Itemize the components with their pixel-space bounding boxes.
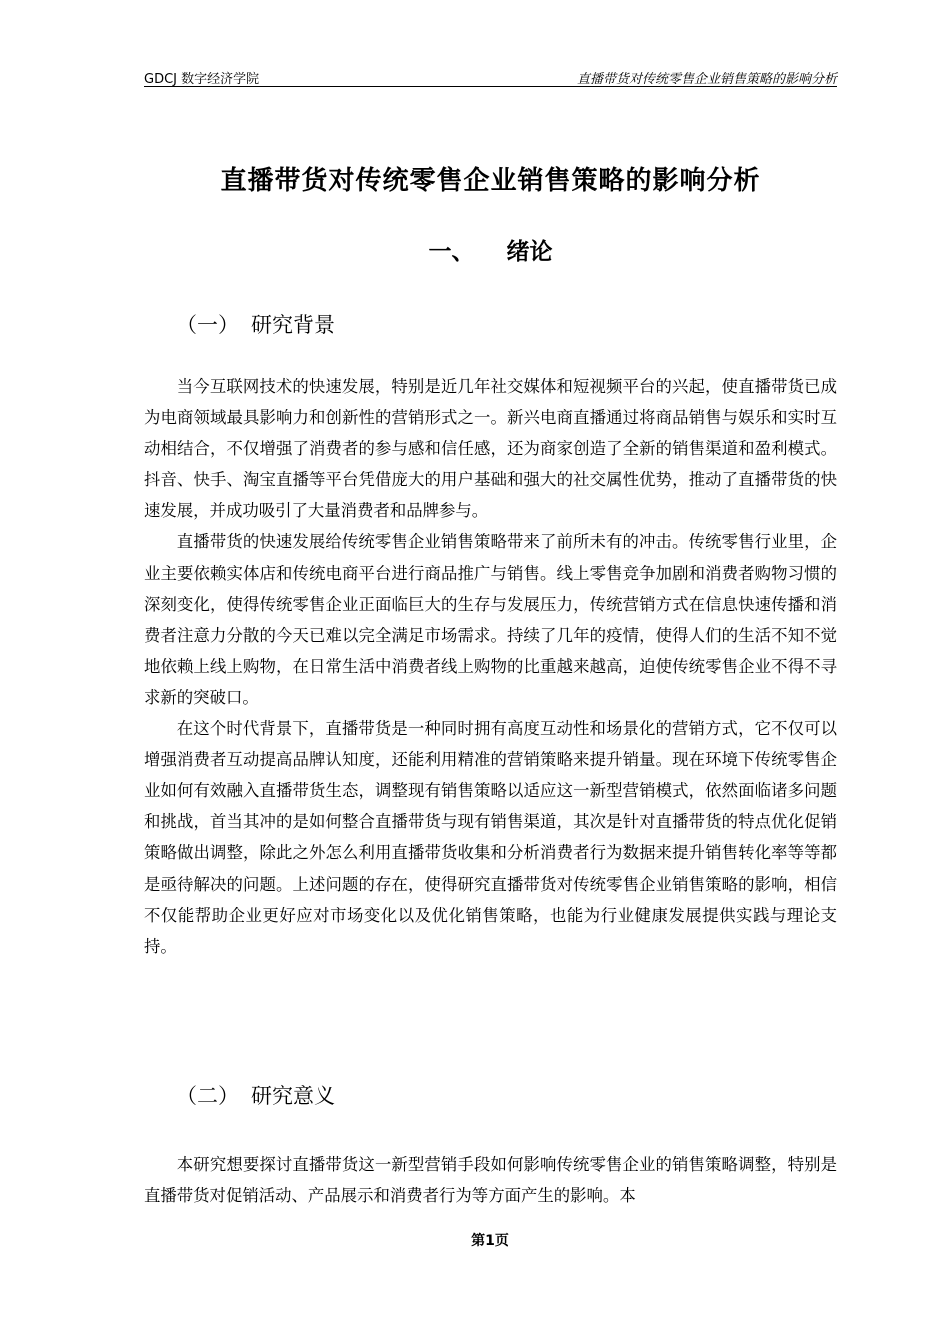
document-title: 直播带货对传统零售企业销售策略的影响分析 [220, 166, 761, 196]
header-institution: GDCJ 数字经济学院 [144, 72, 260, 87]
chapter-number: 一、 [428, 239, 475, 265]
chapter-heading [144, 233, 837, 266]
header-running-title: 直播带货对传统零售企业销售策略的影响分析 [576, 72, 837, 87]
section-title: 研究意义 [251, 1084, 335, 1108]
paragraph: 当今互联网技术的快速发展，特别是近几年社交媒体和短视频平台的兴起，使直播带货已成为电商领域最具影响力和创新性的营销形式之一。新兴电商直播通过将商品销售与娱乐和实时互动相结合，不仅增强了消费者的参与感和信任感，还为商家创造了全新的销售渠道和盈利模式。抖音、快手、淘宝直播等平台凭借庞大的用户基础和强大的社交属性优势，推动了直播带货的快速发展，并成功吸引了大量消费者和品牌参与。 [144, 377, 837, 521]
section-significance-body [144, 1149, 837, 1211]
section-heading-significance [176, 1080, 335, 1110]
chapter-title: 绪论 [506, 239, 553, 265]
section-background-body [144, 371, 837, 962]
section-number: （一） [176, 313, 239, 337]
section-heading-background [176, 309, 335, 339]
page-header [144, 66, 837, 87]
section-title: 研究背景 [251, 313, 335, 337]
page-number: 第1页 [471, 1233, 509, 1249]
paragraph: 本研究想要探讨直播带货这一新型营销手段如何影响传统零售企业的销售策略调整，特别是直播带货对促销活动、产品展示和消费者行为等方面产生的影响。本 [144, 1155, 837, 1206]
paragraph: 直播带货的快速发展给传统零售企业销售策略带来了前所未有的冲击。传统零售行业里，企业主要依赖实体店和传统电商平台进行商品推广与销售。线上零售竞争加剧和消费者购物习惯的深刻变化，使得传统零售企业正面临巨大的生存与发展压力，传统营销方式在信息快速传播和消费者注意力分散的今天已难以完全满足市场需求。持续了几年的疫情，使得人们的生活不知不觉地依赖上线上购物，在日常生活中消费者线上购物的比重越来越高，迫使传统零售企业不得不寻求新的突破口。 [144, 532, 837, 707]
section-number: （二） [176, 1084, 239, 1108]
paragraph: 在这个时代背景下，直播带货是一种同时拥有高度互动性和场景化的营销方式，它不仅可以增强消费者互动提高品牌认知度，还能利用精准的营销策略来提升销量。现在环境下传统零售企业如何有效融入直播带货生态，调整现有销售策略以适应这一新型营销模式，依然面临诸多问题和挑战，首当其冲的是如何整合直播带货与现有销售渠道，其次是针对直播带货的特点优化促销策略做出调整，除此之外怎么利用直播带货收集和分析消费者行为数据来提升销售转化率等等都是亟待解决的问题。上述问题的存在，使得研究直播带货对传统零售企业销售策略的影响，相信不仅能帮助企业更好应对市场变化以及优化销售策略，也能为行业健康发展提供实践与理论支持。 [144, 719, 837, 956]
